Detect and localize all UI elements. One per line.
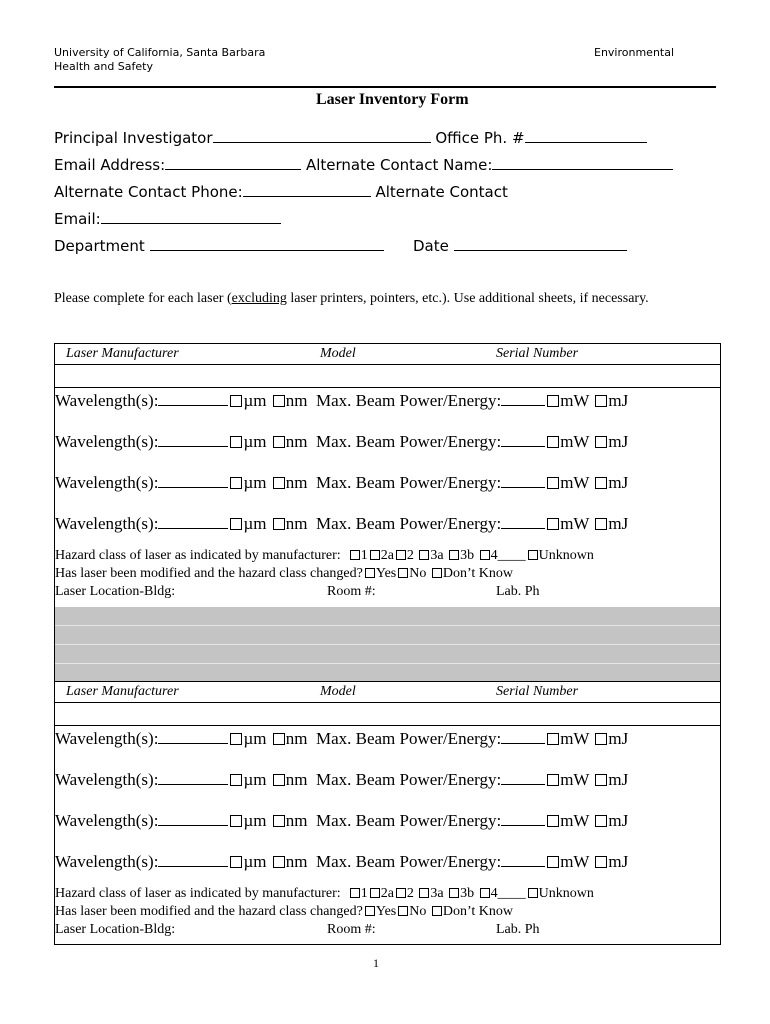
power-input[interactable] (501, 431, 545, 447)
um-label: µm (243, 852, 267, 871)
no-label: No (409, 904, 427, 919)
class-2-checkbox[interactable] (396, 888, 406, 898)
lab-ph-label: Lab. Ph (496, 584, 540, 599)
class-3b-checkbox[interactable] (449, 550, 459, 560)
um-checkbox[interactable] (230, 733, 242, 745)
department-label: Department (54, 237, 145, 255)
mj-checkbox[interactable] (595, 518, 607, 530)
wavelength-input[interactable] (158, 390, 228, 406)
um-checkbox[interactable] (230, 815, 242, 827)
nm-label: nm (285, 432, 308, 451)
mw-label: mW (560, 852, 590, 871)
alt-name-input[interactable] (492, 155, 673, 170)
mj-checkbox[interactable] (595, 815, 607, 827)
class-1-checkbox[interactable] (350, 550, 360, 560)
class-1-checkbox[interactable] (350, 888, 360, 898)
dont-know-checkbox[interactable] (432, 906, 442, 916)
class-2-checkbox[interactable] (396, 550, 406, 560)
class-2a-checkbox[interactable] (370, 888, 380, 898)
yes-label: Yes (375, 566, 397, 581)
col-serial: Serial Number (496, 684, 579, 699)
col-manufacturer: Laser Manufacturer (66, 684, 179, 699)
power-label: Max. Beam Power/Energy: (315, 432, 502, 451)
instructions-emphasis: excluding (231, 291, 287, 306)
wavelength-row (55, 849, 720, 885)
mw-checkbox[interactable] (547, 477, 559, 489)
power-label: Max. Beam Power/Energy: (315, 811, 502, 830)
instructions-before: Please complete for each laser ( (54, 291, 232, 306)
no-checkbox[interactable] (398, 568, 408, 578)
wavelength-label: Wavelength(s): (55, 391, 159, 410)
um-label: µm (243, 729, 267, 748)
no-label: No (409, 566, 427, 581)
room-label: Room #: (327, 922, 376, 937)
date-row (413, 236, 627, 255)
um-checkbox[interactable] (230, 436, 242, 448)
pi-input[interactable] (213, 128, 431, 143)
instructions (54, 291, 649, 307)
power-input[interactable] (501, 390, 545, 406)
date-input[interactable] (454, 236, 627, 251)
mw-checkbox[interactable] (547, 518, 559, 530)
wavelength-input[interactable] (158, 851, 228, 867)
col-model: Model (320, 346, 356, 361)
location-row (55, 921, 720, 939)
class-2a-label: 2a (380, 548, 394, 563)
alt-email-label: Email: (54, 210, 101, 228)
pi-label: Principal Investigator (54, 129, 213, 147)
mj-checkbox[interactable] (595, 774, 607, 786)
mj-checkbox[interactable] (595, 477, 607, 489)
mw-label: mW (560, 391, 590, 410)
class-unknown-label: Unknown (538, 886, 594, 901)
date-label: Date (413, 237, 449, 255)
hazard-class-row (55, 885, 720, 903)
wavelength-label: Wavelength(s): (55, 473, 159, 492)
class-2a-checkbox[interactable] (370, 550, 380, 560)
hazard-label: Hazard class of laser as indicated by manufacturer: (55, 548, 341, 563)
mj-checkbox[interactable] (595, 395, 607, 407)
page-number: 1 (373, 956, 379, 970)
wavelength-label: Wavelength(s): (55, 770, 159, 789)
location-label: Laser Location-Bldg: (55, 584, 176, 599)
wavelength-input[interactable] (158, 472, 228, 488)
nm-checkbox[interactable] (273, 436, 285, 448)
um-checkbox[interactable] (230, 774, 242, 786)
wavelength-input[interactable] (158, 513, 228, 529)
class-4-label: 4____ (490, 886, 526, 901)
dont-know-label: Don’t Know (442, 904, 514, 919)
entry-input-row[interactable] (55, 703, 720, 726)
um-label: µm (243, 432, 267, 451)
nm-label: nm (285, 770, 308, 789)
office-ph-input[interactable] (525, 128, 647, 143)
hazard-class-row (55, 547, 720, 565)
um-label: µm (243, 811, 267, 830)
header-rule (54, 86, 716, 88)
alt-email-input[interactable] (101, 209, 281, 224)
wavelength-input[interactable] (158, 810, 228, 826)
mj-checkbox[interactable] (595, 436, 607, 448)
mw-checkbox[interactable] (547, 395, 559, 407)
wavelength-input[interactable] (158, 728, 228, 744)
class-3a-checkbox[interactable] (419, 888, 429, 898)
instructions-after: laser printers, pointers, etc.). Use additional sheets, if necessary. (286, 291, 649, 306)
nm-label: nm (285, 514, 308, 533)
class-4-label: 4____ (490, 548, 526, 563)
mj-label: mJ (608, 770, 629, 789)
section-separator (54, 607, 721, 682)
nm-checkbox[interactable] (273, 395, 285, 407)
power-label: Max. Beam Power/Energy: (315, 514, 502, 533)
hazard-label: Hazard class of laser as indicated by manufacturer: (55, 886, 341, 901)
class-unknown-checkbox[interactable] (528, 888, 538, 898)
power-input[interactable] (501, 513, 545, 529)
dont-know-label: Don’t Know (442, 566, 514, 581)
pi-row (54, 128, 647, 147)
mw-label: mW (560, 473, 590, 492)
power-label: Max. Beam Power/Energy: (315, 729, 502, 748)
power-input[interactable] (501, 728, 545, 744)
mj-label: mJ (608, 811, 629, 830)
office-ph-label: Office Ph. # (435, 129, 525, 147)
mj-label: mJ (608, 729, 629, 748)
power-input[interactable] (501, 472, 545, 488)
class-3a-label: 3a (430, 886, 444, 901)
alt-name-label: Alternate Contact Name: (305, 156, 493, 174)
nm-checkbox[interactable] (273, 518, 285, 530)
mj-label: mJ (608, 473, 629, 492)
class-4-checkbox[interactable] (480, 550, 490, 560)
mw-label: mW (560, 811, 590, 830)
department-input[interactable] (150, 236, 384, 251)
um-checkbox[interactable] (230, 518, 242, 530)
wavelength-label: Wavelength(s): (55, 811, 159, 830)
col-model: Model (320, 684, 356, 699)
wavelength-row (55, 470, 720, 511)
wavelength-row (55, 429, 720, 470)
nm-checkbox[interactable] (273, 774, 285, 786)
laser-entry-2 (54, 681, 721, 945)
email-input[interactable] (165, 155, 301, 170)
mj-checkbox[interactable] (595, 856, 607, 868)
nm-checkbox[interactable] (273, 856, 285, 868)
org-subname: Health and Safety (54, 60, 153, 73)
alt-email-row (54, 209, 281, 228)
wavelength-row (55, 808, 720, 849)
email-row (54, 155, 673, 174)
wavelength-row (55, 767, 720, 808)
wavelength-label: Wavelength(s): (55, 432, 159, 451)
nm-checkbox[interactable] (273, 477, 285, 489)
mw-checkbox[interactable] (547, 436, 559, 448)
alt-contact-label: Alternate Contact (375, 183, 508, 201)
wavelength-input[interactable] (158, 769, 228, 785)
department-row (54, 236, 384, 255)
entry-input-row[interactable] (55, 365, 720, 388)
room-label: Room #: (327, 584, 376, 599)
mw-label: mW (560, 432, 590, 451)
class-3b-checkbox[interactable] (449, 888, 459, 898)
mj-checkbox[interactable] (595, 733, 607, 745)
wavelength-row (55, 511, 720, 547)
nm-checkbox[interactable] (273, 733, 285, 745)
class-2-label: 2 (406, 548, 414, 563)
mw-checkbox[interactable] (547, 815, 559, 827)
laser-entry-1 (54, 343, 721, 608)
um-label: µm (243, 770, 267, 789)
power-label: Max. Beam Power/Energy: (315, 473, 502, 492)
modified-row (55, 565, 720, 583)
power-label: Max. Beam Power/Energy: (315, 852, 502, 871)
power-label: Max. Beam Power/Energy: (315, 770, 502, 789)
nm-label: nm (285, 729, 308, 748)
nm-label: nm (285, 473, 308, 492)
um-checkbox[interactable] (230, 395, 242, 407)
col-manufacturer: Laser Manufacturer (66, 346, 179, 361)
mw-label: mW (560, 514, 590, 533)
mw-label: mW (560, 729, 590, 748)
location-label: Laser Location-Bldg: (55, 922, 176, 937)
power-label: Max. Beam Power/Energy: (315, 391, 502, 410)
yes-label: Yes (375, 904, 397, 919)
um-checkbox[interactable] (230, 477, 242, 489)
mw-checkbox[interactable] (547, 774, 559, 786)
class-3b-label: 3b (460, 548, 475, 563)
class-2-label: 2 (406, 886, 414, 901)
lab-ph-label: Lab. Ph (496, 922, 540, 937)
um-checkbox[interactable] (230, 856, 242, 868)
org-name: University of California, Santa Barbara (54, 46, 266, 59)
nm-checkbox[interactable] (273, 815, 285, 827)
nm-label: nm (285, 811, 308, 830)
wavelength-label: Wavelength(s): (55, 514, 159, 533)
col-serial: Serial Number (496, 346, 579, 361)
dept-name: Environmental (594, 46, 675, 59)
mw-checkbox[interactable] (547, 856, 559, 868)
modified-label: Has laser been modified and the hazard class changed? (55, 566, 363, 581)
no-checkbox[interactable] (398, 906, 408, 916)
class-3a-checkbox[interactable] (419, 550, 429, 560)
class-3a-label: 3a (430, 548, 444, 563)
wavelength-label: Wavelength(s): (55, 729, 159, 748)
table-header (55, 344, 720, 365)
class-unknown-label: Unknown (538, 548, 594, 563)
wavelength-row (55, 726, 720, 767)
power-input[interactable] (501, 851, 545, 867)
um-label: µm (243, 391, 267, 410)
mj-label: mJ (608, 432, 629, 451)
um-label: µm (243, 514, 267, 533)
class-1-label: 1 (360, 548, 368, 563)
table-header (55, 682, 720, 703)
class-1-label: 1 (360, 886, 368, 901)
nm-label: nm (285, 391, 308, 410)
location-row (55, 583, 720, 601)
alt-phone-label: Alternate Contact Phone: (54, 183, 243, 201)
nm-label: nm (285, 852, 308, 871)
wavelength-label: Wavelength(s): (55, 852, 159, 871)
class-4-checkbox[interactable] (480, 888, 490, 898)
mj-label: mJ (608, 852, 629, 871)
wavelength-row (55, 388, 720, 429)
wavelength-input[interactable] (158, 431, 228, 447)
power-input[interactable] (501, 769, 545, 785)
class-2a-label: 2a (380, 886, 394, 901)
class-3b-label: 3b (460, 886, 475, 901)
power-input[interactable] (501, 810, 545, 826)
um-label: µm (243, 473, 267, 492)
mw-checkbox[interactable] (547, 733, 559, 745)
form-title: Laser Inventory Form (316, 91, 469, 108)
modified-label: Has laser been modified and the hazard class changed? (55, 904, 363, 919)
yes-checkbox[interactable] (365, 568, 375, 578)
mw-label: mW (560, 770, 590, 789)
modified-row (55, 903, 720, 921)
yes-checkbox[interactable] (365, 906, 375, 916)
class-unknown-checkbox[interactable] (528, 550, 538, 560)
dont-know-checkbox[interactable] (432, 568, 442, 578)
alt-phone-input[interactable] (243, 182, 371, 197)
mj-label: mJ (608, 391, 629, 410)
alt-phone-row (54, 182, 508, 201)
mj-label: mJ (608, 514, 629, 533)
email-label: Email Address: (54, 156, 166, 174)
